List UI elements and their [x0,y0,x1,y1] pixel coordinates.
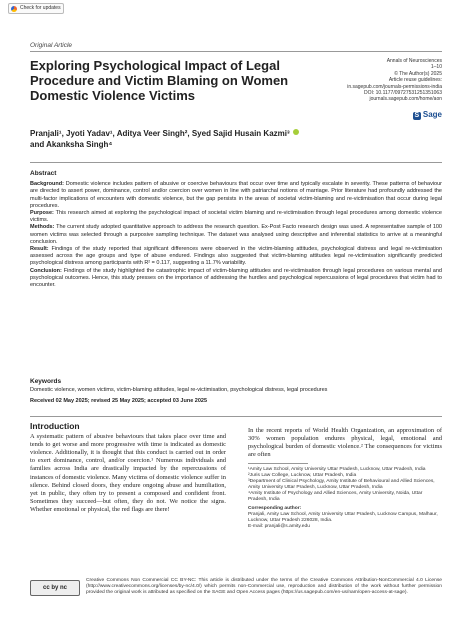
conclusion-label: Conclusion: [30,267,62,274]
article-title: Exploring Psychological Impact of Legal Procedure and Victim Blaming on Women Domestic Violence Victims [30,58,289,103]
affiliation-2: ²Juris Law College, Lucknow, Uttar Pradesh, India [248,473,357,479]
cc-license-badge[interactable] [30,580,80,596]
affiliation-4: ⁴Amity Institute of Psychology and Allied Sciences, Amity University, Noida, Uttar Pradesh, India [248,491,423,503]
corresponding-email[interactable]: E-mail: pranjali@s.amity.edu [248,524,310,530]
affiliation-divider [248,463,308,464]
background-text: Domestic violence includes pattern of abusive or coercive behaviours that occur over time and typically escalate in severity. These patterns of behaviour are directed to assert power, dominance, control and/or coercion over women in line with patriarchal notions of marriage. Prior literature had profoundly addressed the multi-factor implications of encounters with domestic violence, but the gap persists in the areas of societal victim-blaming and re-victimisation that occur during legal procedures. [30,181,442,209]
journal-home-link[interactable]: journals.sagepub.com/home/aon [369,96,442,103]
sage-icon: S [414,112,420,119]
abstract-background [30,181,442,210]
journal-pages: 1–10 [430,64,442,71]
affiliation-3: ³Department of Clinical Psychology, Amity Institute of Behavioural and Allied Sciences, Amity University Uttar Pradesh, Lucknow, Uttar Pradesh, India [248,479,435,491]
abstract-conclusion [30,268,442,290]
license-footer [30,578,442,597]
orcid-icon[interactable] [293,129,299,135]
conclusion-text: Findings of the study highlighted the catastrophic impact of victim-blaming attitudes and re-victimisation through legal procedures on various mental and psychological outcomes. Hence, this study presses on the importance of addressing the hurdles and psychological repercussions of legal procedures that victim had to encounter. [30,267,442,289]
doi[interactable]: DOI: 10.1177/09727531251351063 [363,90,442,97]
author-list [30,128,430,150]
cc-badge-label: cc by nc [42,584,67,591]
check-updates-label: Check for updates [20,5,61,11]
keywords-heading: Keywords [30,378,62,385]
abstract [30,170,442,289]
top-divider [30,51,442,52]
keywords-section [30,378,442,405]
purpose-text: This research aimed at exploring the psychological impact of societal victim blaming and re-victimisation through legal procedures among domestic violence victims. [30,210,442,224]
authors-line-1: Pranjali¹, Jyoti Yadav¹, Aditya Veer Singh², Syed Sajid Husain Kazmi³ [30,129,290,138]
received-dates: Received 02 May 2025; revised 25 May 2025; accepted 03 June 2025 [30,397,208,404]
license-text: Creative Commons Non Commercial CC BY-NC: This article is distributed under the terms of the Creative Commons Attribution-NonCommercial 4.0 License (http://www.creativecommons.org/licenses/by-nc/4.0/) which permits non-Commercial use, reproduction and distribution of the work without further permission provided the original work is attributed as specified on the SAGE and Open Access pages (https://us.sagepub.com/en-us/nam/open-access-at-sage). [86,578,442,596]
check-for-updates-button[interactable] [8,3,64,14]
authors-line-2: and Akanksha Singh⁴ [30,140,113,149]
keywords-text: Domestic violence, women victims, victim-blaming attitudes, legal re-victimisation, psychological distress, legal procedures [30,387,328,394]
methods-text: The current study adopted quantitative approach to address the research question. Ex-Post Facto research design was used. A representative sample of 100 women victims was selected through a purposive sampling technique. The dataset was analysed using descriptive and inferential statistics to arrive at a meaningful conclusion. [30,224,442,245]
purpose-label: Purpose: [30,210,54,217]
body-divider [30,416,442,417]
affiliation-1: ¹Amity Law School, Amity University Uttar Pradesh, Lucknow, Uttar Pradesh, India [248,467,426,473]
article-type: Original Article [30,42,73,49]
abstract-purpose [30,210,442,224]
abstract-methods [30,224,442,246]
journal-meta [302,58,442,103]
abstract-heading: Abstract [30,170,57,177]
reuse-link[interactable]: in.sagepub.com/journals-permissions-india [347,83,442,90]
abstract-divider [30,162,442,163]
journal-name: Annals of Neurosciences [386,58,442,64]
reuse-guidelines: Article reuse guidelines: [388,77,442,84]
intro-right-text: In the recent reports of World Health Organization, an approximation of 30% women population endures physical, legal, emotional and psychological burden of domestic violence.² The consequences for victims are often [248,427,442,459]
crossmark-icon [11,6,17,12]
result-label: Result: [30,246,49,253]
result-text: Findings of the study reported that significant differences were observed in the victim-blaming attitudes, psychological distress and legal re-victimisation assessed across the age groups and type of abuse endured. Findings also suggested that victim-blaming attitudes legal re-victimisation significantly predicted psychological distress among participants with R² = 0.117, suggesting a 11.7% variability. [30,246,442,267]
abstract-result [30,246,442,268]
corresponding-label: Corresponding author: [248,506,302,512]
intro-heading: Introduction [30,421,80,431]
publisher-name: Sage [422,110,442,119]
intro-right-column [248,427,442,530]
affiliations [248,467,442,530]
intro-left-text: A systematic pattern of abusive behaviours that takes place over time and tends to get worse and more progressive with time is indicated as domestic violence. Additionally, it is thought that this conduct is carried out in order to exert dominance, control, and/or coercion.¹ Numerous individuals and families across India are drastically impacted by the repercussions of instances of domestic violence. Many victims of domestic violence suffer in silence. Behind closed doors, they endure ongoing abuse and humiliation, yet in public, they often try to present a composed and confident front. Sometimes they succeed—but often, they do not. We notice the signs. Whether emotional or physical, the red flags are there! [30,433,226,513]
corresponding-name: Pranjali, Amity Law School, Amity University Uttar Pradesh, Lucknow Campus, Malhaur, Lucknow, Uttar Pradesh 226028, India. [248,512,438,524]
copyright: © The Author(s) 2025 [394,70,442,77]
methods-label: Methods: [30,224,55,231]
background-label: Background: [30,181,64,188]
intro-left-column [30,422,226,514]
publisher-logo [413,110,442,120]
